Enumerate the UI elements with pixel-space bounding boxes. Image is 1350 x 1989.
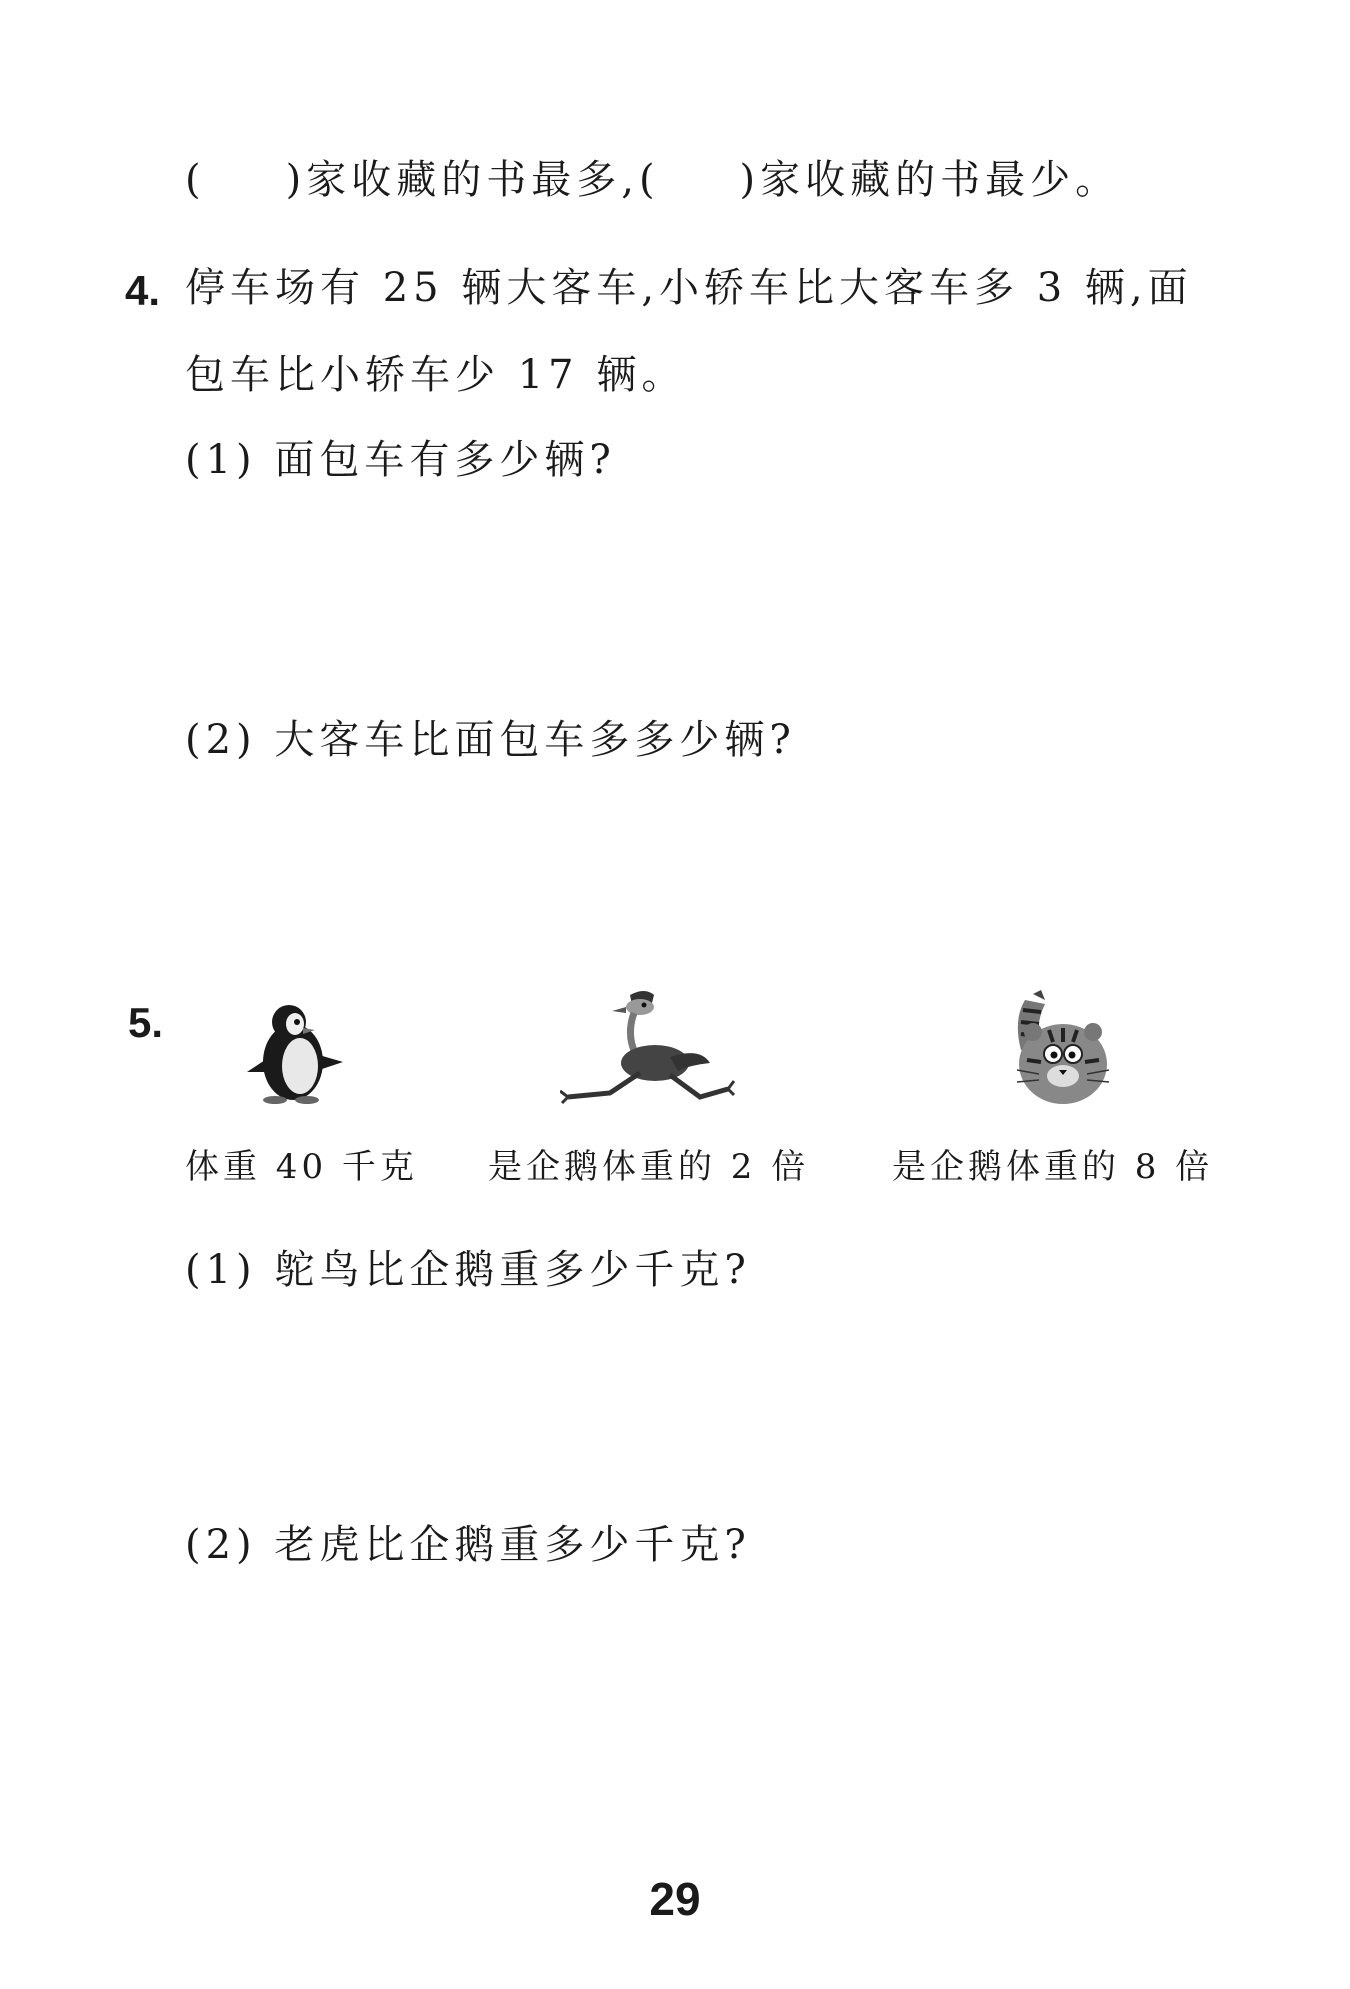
- q4-text-line-1: 停车场有 25 辆大客车,小轿车比大客车多 3 辆,面: [185, 265, 1193, 311]
- penguin-icon: [245, 1000, 345, 1105]
- q3-least-books-text: )家收藏的书最少。: [739, 157, 1121, 203]
- q5-number: 5.: [128, 999, 164, 1046]
- q3-most-books-text: )家收藏的书最多,: [285, 157, 639, 203]
- page-number: 29: [649, 1873, 701, 1925]
- ostrich-icon: [560, 985, 735, 1110]
- q5-sub-question-2: (2) 老虎比企鹅重多少千克?: [185, 1522, 751, 1568]
- q3-open-paren-1: (: [185, 157, 206, 203]
- tiger-icon: [1005, 990, 1115, 1110]
- q4-sub-question-1: (1) 面包车有多少辆?: [185, 437, 616, 483]
- q4-sub-question-2: (2) 大客车比面包车多多少辆?: [185, 717, 796, 763]
- q3-open-paren-2: (: [638, 157, 660, 203]
- penguin-weight-caption: 体重 40 千克: [185, 1147, 418, 1187]
- q4-number: 4.: [125, 267, 161, 314]
- q5-sub-question-1: (1) 鸵鸟比企鹅重多少千克?: [185, 1247, 751, 1293]
- q3-answer-line: [185, 157, 1121, 203]
- tiger-weight-caption: 是企鹅体重的 8 倍: [892, 1147, 1214, 1187]
- ostrich-weight-caption: 是企鹅体重的 2 倍: [488, 1147, 810, 1187]
- q4-text-line-2: 包车比小轿车少 17 辆。: [185, 352, 687, 398]
